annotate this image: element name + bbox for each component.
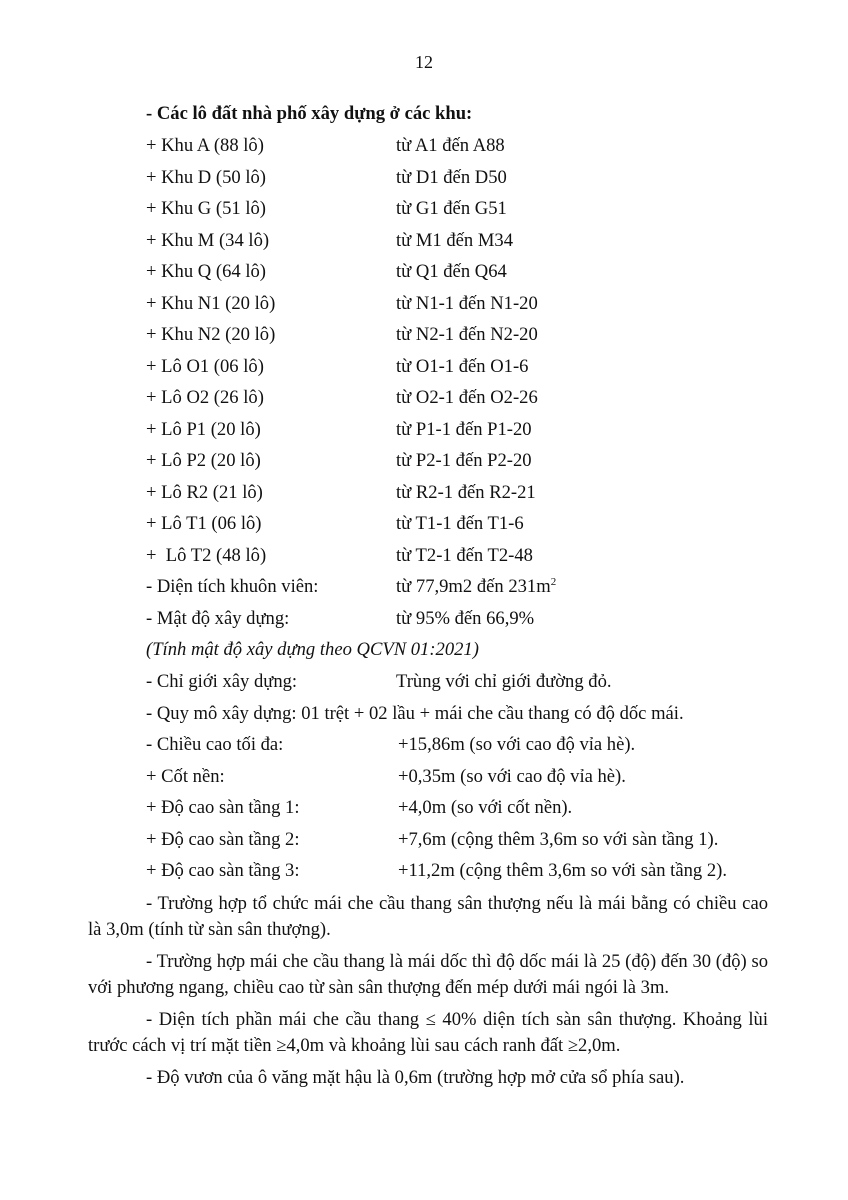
area-row [146,571,768,603]
lot-range: từ R2-1 đến R2-21 [396,481,536,503]
height-label: + Độ cao sàn tầng 3: [146,860,300,881]
lot-row [146,351,768,383]
lot-label: + Khu G (51 lô) [146,198,266,219]
lot-range: từ Q1 đến Q64 [396,261,507,282]
height-label: - Chiều cao tối đa: [146,734,284,755]
lot-range: từ T1-1 đến T1-6 [396,513,524,534]
paragraph: - Trường hợp mái che cầu thang là mái dốc thì độ dốc mái là 25 (độ) đến 30 (độ) so với phương ngang, chiều cao từ sàn sân thượng đến mép dưới mái ngói là 3m. [88,950,768,998]
lot-range: từ P1-1 đến P1-20 [396,418,532,440]
lot-row [146,445,768,477]
area-value: từ 77,9m2 đến 231m [396,576,551,597]
lot-label: + Khu M (34 lô) [146,229,270,251]
height-label: + Cốt nền: [146,765,225,787]
lot-label: + Lô T1 (06 lô) [146,513,262,534]
lot-row [146,414,768,446]
setback-label: - Chỉ giới xây dựng: [146,671,298,692]
paragraph: - Trường hợp tổ chức mái che cầu thang sân thượng nếu là mái bằng có chiều cao là 3,0m (tính từ sàn sân thượng). [88,892,768,940]
lot-label: + Khu A (88 lô) [146,135,264,156]
lot-row [146,130,768,162]
lot-row [146,477,768,509]
height-value: +0,35m (so với cao độ vỉa hè). [398,765,626,787]
lot-row [146,256,768,288]
lot-label: + Khu N2 (20 lô) [146,324,276,345]
area-label: - Diện tích khuôn viên: [146,576,319,597]
lot-range: từ P2-1 đến P2-20 [396,450,532,471]
height-label: + Độ cao sàn tầng 1: [146,797,300,818]
paragraph: - Độ vươn của ô văng mặt hậu là 0,6m (trường hợp mở cửa sổ phía sau). [146,1066,685,1088]
height-row [146,792,768,824]
lot-row [146,319,768,351]
lot-label: + Lô P1 (20 lô) [146,418,261,440]
density-value: từ 95% đến 66,9% [396,607,535,629]
height-row [146,824,768,856]
lot-row [146,508,768,540]
lot-range: từ M1 đến M34 [396,229,513,251]
lot-row [146,225,768,257]
section-heading: - Các lô đất nhà phố xây dựng ở các khu: [146,103,473,124]
lot-range: từ N2-1 đến N2-20 [396,324,538,345]
height-row [146,761,768,793]
lot-row [146,288,768,320]
height-row [146,855,768,887]
lot-range: từ O1-1 đến O1-6 [396,355,529,377]
lot-label: + Lô P2 (20 lô) [146,450,261,471]
area-value-wrap [396,571,768,603]
lot-label: + Lô R2 (21 lô) [146,481,263,503]
lot-label: + Khu Q (64 lô) [146,261,266,282]
height-value: +4,0m (so với cốt nền). [398,797,573,818]
density-row [146,603,768,635]
lot-range: từ T2-1 đến T2-48 [396,544,533,566]
paragraph: - Diện tích phần mái che cầu thang ≤ 40% diện tích sàn sân thượng. Khoảng lùi trước cách vị trí mặt tiền ≥4,0m và khoảng lùi sau cách ranh đất ≥2,0m. [88,1008,768,1056]
document-body [88,98,768,1097]
setback-row [146,666,768,698]
scale-line: - Quy mô xây dựng: 01 trệt + 02 lầu + mái che cầu thang có độ dốc mái. [146,702,684,724]
height-label: + Độ cao sàn tầng 2: [146,828,300,850]
height-value: +7,6m (cộng thêm 3,6m so với sàn tầng 1). [398,828,719,850]
lot-row [146,540,768,572]
lot-range: từ O2-1 đến O2-26 [396,387,538,408]
lot-label: + Khu D (50 lô) [146,166,266,188]
height-row [146,729,768,761]
height-value: +15,86m (so với cao độ vỉa hè). [398,734,636,755]
area-unit-superscript: 2 [550,576,557,588]
lot-label: + Lô T2 (48 lô) [146,544,267,566]
height-list [88,729,768,887]
lot-range: từ N1-1 đến N1-20 [396,292,538,314]
lot-label: + Lô O1 (06 lô) [146,355,264,377]
lot-label: + Khu N1 (20 lô) [146,292,276,314]
height-value: +11,2m (cộng thêm 3,6m so với sàn tầng 2). [398,860,727,881]
lot-label: + Lô O2 (26 lô) [146,387,264,408]
lot-row [146,382,768,414]
lot-row [146,193,768,225]
density-note: (Tính mật độ xây dựng theo QCVN 01:2021) [146,639,479,660]
lot-list [88,130,768,571]
lot-range: từ A1 đến A88 [396,135,505,156]
lot-range: từ G1 đến G51 [396,198,507,219]
lot-range: từ D1 đến D50 [396,166,507,188]
page-number: 12 [415,52,433,72]
lot-row [146,162,768,194]
setback-value: Trùng với chỉ giới đường đỏ. [396,671,612,692]
density-label: - Mật độ xây dựng: [146,607,290,629]
